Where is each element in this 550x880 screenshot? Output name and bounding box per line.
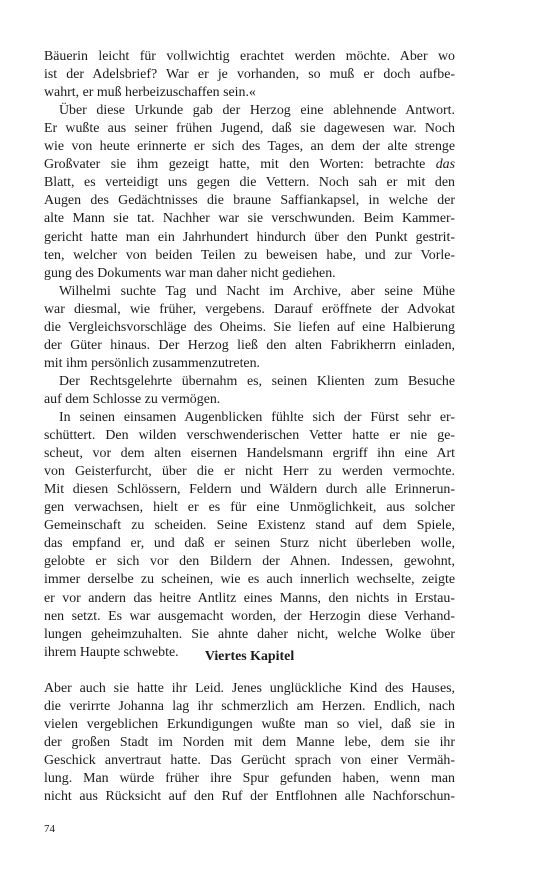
text-line: lungen geheimzuhalten. Sie ahnte daher nicht, welche Wolke über — [44, 626, 455, 642]
text-line: der großen Stadt im Norden mit dem Manne lebe, dem sie ihr — [44, 735, 455, 751]
text-line: mit ihm persönlich zusammenzutreten. — [44, 355, 261, 371]
page-number: 74 — [44, 823, 55, 835]
text-line: Aber auch sie hatte ihr Leid. Jenes unglückliche Kind des Hauses, — [44, 681, 455, 696]
text-line: vielen vergeblichen Erkundigungen wußte man so viel, daß sie in — [44, 717, 455, 733]
text-line: wie von heute erinnerte er sich des Tages, an dem der alte strenge — [44, 139, 455, 155]
text-line: das empfand er, und daß er seinen Sturz nicht überleben wolle, — [44, 536, 455, 552]
text-line: die Vergleichsvorschläge des Oheims. Sie liefen auf eine Halbierung — [44, 319, 455, 335]
text-line: In seinen einsamen Augenblicken fühlte sich der Fürst sehr er- — [59, 410, 455, 425]
text-line: gen verwachsen, hielt er es für eine Unmöglichkeit, aus solcher — [44, 500, 455, 516]
text-line: Gemeinschaft zu scheiden. Seine Existenz stand auf dem Spiele, — [44, 518, 455, 534]
text-line: Der Rechtsgelehrte übernahm es, seinen Klienten zum Besuche — [59, 373, 455, 389]
text-line: Mit diesen Schlössern, Feldern und Wäldern durch alle Erinnerun- — [44, 482, 455, 498]
text-line: Bäuerin leicht für vollwichtig erachtet werden möchte. Aber wo — [44, 49, 455, 64]
text-line: auf dem Schlosse zu vermögen. — [44, 391, 221, 407]
text-line: war diesmal, wie früher, vergebens. Darauf eröffnete der Advokat — [44, 301, 455, 317]
text-line: gericht hatte man ein Jahrhundert hindurch über den Punkt gestrit- — [44, 229, 455, 245]
text-line: Wilhelmi suchte Tag und Nacht im Archive, aber seine Mühe — [59, 283, 455, 299]
text-line: Über diese Urkunde gab der Herzog eine ablehnende Antwort. — [59, 103, 455, 119]
text-line: Großvater sie ihm gezeigt hatte, mit den Worten: betrachte das — [44, 157, 455, 173]
text-line: die verirrte Johanna lag ihr schmerzlich am Herzen. Endlich, nach — [44, 699, 455, 715]
text-line: ist der Adelsbrief? War er je vorhanden, so muß er doch aufbe- — [44, 67, 455, 83]
text-line: er vor andern das heitre Antlitz eines Manns, den nichts in Erstau- — [44, 590, 455, 606]
text-line: ten, welcher von beiden Teilen zu beweisen habe, und zur Vorle- — [44, 247, 455, 263]
text-line: lung. Man würde früher ihre Spur gefunden haben, wenn man — [44, 771, 455, 787]
text-line: nicht aus Rücksicht auf den Ruf der Entflohnen alle Nachforschun- — [44, 789, 455, 805]
text-line: Augen des Gedächtnisses die braune Saffiankapsel, in welche der — [44, 193, 455, 209]
text-line: der Güter hinaus. Der Herzog ließ den alten Fabrikherrn einladen, — [44, 337, 455, 353]
text-line: gelobte er sich vor den Bildern der Ahnen. Indessen, gewohnt, — [44, 554, 455, 570]
text-line: von Geisterfurcht, über die er nicht Herr zu werden vermochte. — [44, 464, 455, 480]
text-line: gung des Dokuments war man daher nicht gediehen. — [44, 265, 336, 281]
emphasis-text: das — [435, 157, 455, 173]
text-line: nen setzt. Es war ausgemacht worden, der Herzogin diese Verhand- — [44, 608, 455, 624]
text-line: wahrt, er muß herbeizuschaffen sein.« — [44, 85, 256, 101]
text-line: alte Mann sie tat. Nachher war sie verschwunden. Beim Kammer- — [44, 211, 455, 227]
text-line: immer derselbe zu scheinen, wie es auch innerlich wechselte, zeigte — [44, 572, 455, 588]
text-line: schüttert. Den wilden verschwenderischen Vetter hatte er nie ge- — [44, 428, 455, 444]
text-line: ihrem Haupte schwebte. — [44, 644, 179, 660]
text-line: Er wußte aus seiner frühen Jugend, daß sie dagewesen war. Noch — [44, 121, 455, 137]
chapter-heading: Viertes Kapitel — [204, 649, 295, 664]
text-line: scheut, vor dem alten eisernen Handelsmann ergriff ihn eine Art — [44, 446, 455, 462]
text-line: Geschick anvertraut hatte. Das Gerücht sprach von einer Vermäh- — [44, 753, 455, 769]
text-line: Blatt, es verteidigt uns gegen die Vettern. Noch sah er mit den — [44, 175, 455, 191]
